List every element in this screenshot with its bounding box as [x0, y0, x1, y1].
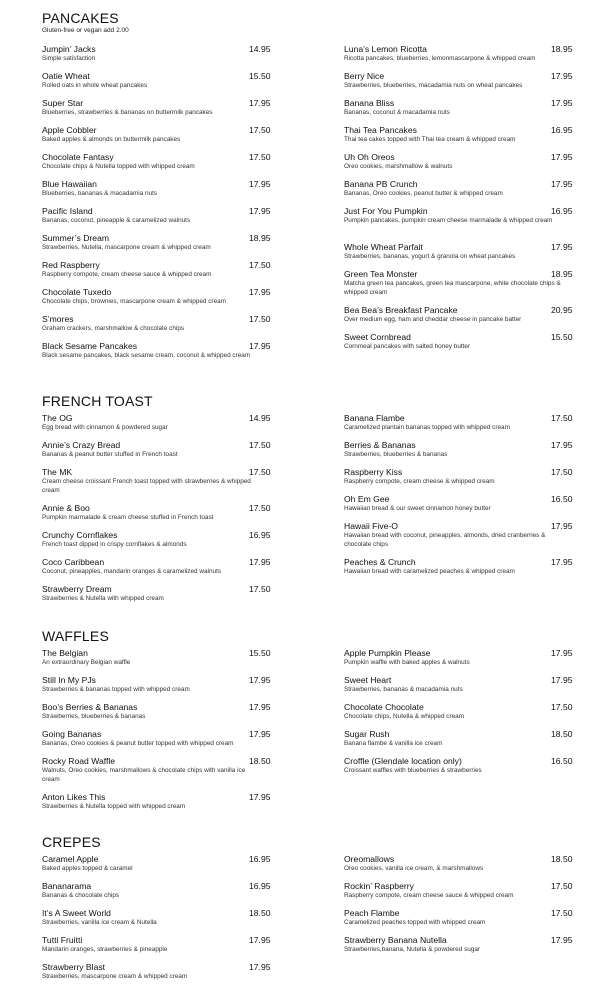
item-price: 17.95	[249, 179, 271, 189]
item-price: 17.95	[551, 935, 573, 945]
item-description: Bananas, coconut, pineapple & caramelized walnuts	[42, 217, 191, 224]
item-price: 17.95	[249, 675, 271, 685]
item-price: 17.95	[249, 557, 271, 567]
item-name: The Belgian	[42, 648, 88, 658]
item-name: Oreomallows	[344, 854, 395, 864]
item-description: Baked apples & almonds on buttermilk pancakes	[42, 136, 181, 143]
item-price: 14.95	[249, 44, 271, 54]
item-name: Chocolate Fantasy	[42, 152, 114, 162]
item-description: Pumpkin pancakes, pumpkin cream cheese marmalade & whipped cream	[344, 217, 553, 224]
item-name: Going Bananas	[42, 729, 102, 739]
item-price: 17.95	[551, 152, 573, 162]
item-description: Strawberries,banana, Nutella & powdered sugar	[344, 946, 481, 953]
item-description: Strawberries, blueberries & bananas	[42, 713, 146, 720]
item-price: 17.50	[551, 702, 573, 712]
item-price: 17.50	[551, 467, 573, 477]
item-name: Raspberry Kiss	[344, 467, 403, 477]
item-price: 17.50	[249, 125, 271, 135]
item-price: 17.95	[551, 242, 573, 252]
item-name: S’mores	[42, 314, 74, 324]
item-price: 16.50	[551, 756, 573, 766]
item-price: 16.50	[551, 494, 573, 504]
item-price: 17.50	[249, 152, 271, 162]
item-price: 17.95	[249, 729, 271, 739]
item-description: Strawberries, blueberries, macadamia nuts on wheat pancakes	[344, 82, 523, 89]
item-price: 17.95	[551, 648, 573, 658]
item-description: Thai tea cakes topped with Thai tea cream & whipped cream	[344, 136, 516, 143]
item-price: 18.95	[551, 269, 573, 279]
item-price: 17.95	[249, 935, 271, 945]
item-price: 14.95	[249, 413, 271, 423]
item-description: Pumpkin waffle with baked apples & walnuts	[344, 659, 470, 666]
item-name: Rockin’ Raspberry	[344, 881, 414, 891]
item-description: Over medium egg, ham and cheddar cheese in pancake batter	[344, 316, 522, 323]
item-description: Rolled oats in whole wheat pancakes	[42, 82, 148, 89]
item-price: 17.95	[551, 557, 573, 567]
item-description: Hawaiian bread & our sweet cinnamon honey butter	[344, 505, 491, 512]
item-description: Raspberry compote, cream cheese & whipped cream	[344, 478, 495, 485]
item-description: Bananas, Oreo cookies & peanut butter topped with whipped cream	[42, 740, 234, 747]
item-description: Oreo cookies, marshmallow & walnuts	[344, 163, 453, 170]
item-name: Caramel Apple	[42, 854, 99, 864]
item-description: An extraordinary Belgian waffle	[42, 659, 131, 666]
item-name: Annie & Boo	[42, 503, 90, 513]
item-name: Sweet Cornbread	[344, 332, 411, 342]
item-price: 15.50	[551, 332, 573, 342]
item-price: 17.95	[551, 440, 573, 450]
item-description: Strawberries, Nutella, mascarpone cream & whipped cream	[42, 244, 211, 251]
item-description: Ricotta pancakes, blueberries, lemonmascarpone & whipped cream	[344, 55, 536, 62]
item-description: Chocolate chips, brownies, mascarpone cream & whipped cream	[42, 298, 226, 305]
item-description: Strawberries, vanilla ice cream & Nutella	[42, 919, 157, 926]
item-description: Bananas, coconut & macadamia nuts	[344, 109, 450, 116]
item-name: Thai Tea Pancakes	[344, 125, 417, 135]
item-description: Strawberries, bananas & macadamia nuts	[344, 686, 463, 693]
item-name: Banana Flambe	[344, 413, 405, 423]
item-name: Apple Pumpkin Please	[344, 648, 431, 658]
item-description: Blueberries, bananas & macadamia nuts	[42, 190, 158, 197]
item-price: 17.50	[249, 467, 271, 477]
item-description: Caramelized peaches topped with whipped cream	[344, 919, 486, 926]
item-price: 17.95	[249, 206, 271, 216]
item-price: 17.95	[249, 98, 271, 108]
item-price: 17.50	[551, 908, 573, 918]
item-description: Graham crackers, marshmallow & chocolate chips	[42, 325, 185, 332]
item-description: Baked apples topped & caramel	[42, 865, 133, 872]
item-description: Croissant waffles with blueberries & strawberries	[344, 767, 482, 774]
item-price: 17.95	[551, 521, 573, 531]
item-name: Rocky Road Waffle	[42, 756, 116, 766]
item-name: Croffle (Glendale location only)	[344, 756, 462, 766]
item-description: Chocolate chips, Nutella & whipped cream	[344, 713, 465, 720]
item-name: Whole Wheat Parfait	[344, 242, 423, 252]
item-description: French toast dipped in crispy cornflakes & almonds	[42, 541, 187, 548]
item-name: Berry Nice	[344, 71, 385, 81]
item-name: Summer’s Dream	[42, 233, 110, 243]
item-name: Chocolate Tuxedo	[42, 287, 112, 297]
item-description: Cornmeal pancakes with salted honey butter	[344, 343, 471, 350]
item-description: Strawberries, blueberries & bananas	[344, 451, 448, 458]
item-price: 18.50	[249, 908, 271, 918]
item-description: Strawberries, bananas, yogurt & granola on wheat pancakes	[344, 253, 516, 260]
item-name: Green Tea Monster	[344, 269, 418, 279]
item-name: Apple Cobbler	[42, 125, 97, 135]
item-price: 16.95	[551, 125, 573, 135]
item-description: Matcha green tea pancakes, green tea mascarpone, white chocolate chips & whipped cream	[344, 280, 561, 296]
item-price: 18.50	[249, 756, 271, 766]
item-name: Oh Em Gee	[344, 494, 390, 504]
item-description: Bananas & chocolate chips	[42, 892, 120, 899]
item-name: Super Star	[42, 98, 84, 108]
item-description: Mandarin oranges, strawberries & pineapple	[42, 946, 168, 953]
section-title: FRENCH TOAST	[42, 393, 153, 409]
item-description: Egg bread with cinnamon & powdered sugar	[42, 424, 168, 431]
item-name: Blue Hawaiian	[42, 179, 97, 189]
item-name: Pacific Island	[42, 206, 93, 216]
item-price: 20.95	[551, 305, 573, 315]
item-name: Banana PB Crunch	[344, 179, 418, 189]
item-price: 17.95	[551, 179, 573, 189]
item-price: 15.50	[249, 71, 271, 81]
item-description: Caramelized plantain bananas topped with whipped cream	[344, 424, 510, 431]
item-price: 17.95	[551, 71, 573, 81]
item-price: 17.95	[249, 792, 271, 802]
section-title: CREPES	[42, 834, 101, 850]
item-name: Annie’s Crazy Bread	[42, 440, 121, 450]
item-price: 17.50	[249, 260, 271, 270]
item-name: Strawberry Banana Nutella	[344, 935, 447, 945]
item-name: The MK	[42, 467, 73, 477]
item-price: 17.95	[551, 98, 573, 108]
item-name: Berries & Bananas	[344, 440, 416, 450]
item-price: 17.95	[249, 702, 271, 712]
item-name: The OG	[42, 413, 73, 423]
item-description: Strawberries & bananas topped with whipped cream	[42, 686, 190, 693]
item-description: Black sesame pancakes, black sesame cream, coconut & whipped cream	[42, 352, 251, 359]
item-name: Strawberry Dream	[42, 584, 112, 594]
item-description: Strawberries, mascarpone cream & whipped cream	[42, 973, 188, 980]
item-price: 17.50	[551, 881, 573, 891]
item-name: Sugar Rush	[344, 729, 390, 739]
item-description: Pumpkin marmalade & cream cheese stuffed in French toast	[42, 514, 214, 521]
item-description: Simple satisfaction	[42, 55, 96, 62]
item-name: Red Raspberry	[42, 260, 100, 270]
item-name: Crunchy Cornflakes	[42, 530, 118, 540]
item-name: Oatie Wheat	[42, 71, 90, 81]
item-price: 17.50	[249, 584, 271, 594]
item-price: 17.95	[249, 962, 271, 972]
item-price: 17.95	[249, 341, 271, 351]
item-name: Banana Bliss	[344, 98, 395, 108]
item-description: Bananas & peanut butter stuffed in French toast	[42, 451, 178, 458]
item-description: Banana flambe & vanilla ice cream	[344, 740, 443, 747]
item-price: 18.95	[551, 44, 573, 54]
item-price: 17.50	[249, 314, 271, 324]
item-name: Tutti Fruitti	[42, 935, 83, 945]
item-description: Chocolate chips & Nutella topped with whipped cream	[42, 163, 195, 170]
item-name: Bananarama	[42, 881, 92, 891]
item-name: Coco Caribbean	[42, 557, 105, 567]
item-price: 18.50	[551, 854, 573, 864]
item-description: Strawberries & Nutella with whipped cream	[42, 595, 164, 602]
item-price: 16.95	[551, 206, 573, 216]
item-description: Hawaiian bread with caramelized peaches & whipped cream	[344, 568, 515, 575]
item-name: Strawberry Blast	[42, 962, 106, 972]
section-title: PANCAKES	[42, 10, 119, 26]
item-name: Uh Oh Oreos	[344, 152, 395, 162]
item-price: 17.50	[249, 503, 271, 513]
item-price: 18.50	[551, 729, 573, 739]
item-name: Still In My PJs	[42, 675, 96, 685]
item-name: Anton Likes This	[42, 792, 106, 802]
item-price: 16.95	[249, 854, 271, 864]
item-price: 18.95	[249, 233, 271, 243]
item-description: Oreo cookies, vanilla ice cream, & marshmallows	[344, 865, 484, 872]
item-name: Jumpin’ Jacks	[42, 44, 96, 54]
item-price: 17.50	[249, 440, 271, 450]
item-description: Raspberry compote, cream cheese sauce & whipped cream	[344, 892, 514, 899]
section-title: WAFFLES	[42, 628, 109, 644]
item-price: 17.50	[551, 413, 573, 423]
item-description: Coconut, pineapples, mandarin oranges & caramelized walnuts	[42, 568, 222, 575]
item-name: Sweet Heart	[344, 675, 392, 685]
item-name: Black Sesame Pancakes	[42, 341, 138, 351]
item-price: 16.95	[249, 881, 271, 891]
item-description: Walnuts, Oreo cookies, marshmallows & chocolate chips with vanilla ice cream	[42, 767, 246, 783]
item-description: Strawberries & Nutella topped with whipped cream	[42, 803, 186, 810]
section-note: Gluten-free or vegan add 2.00	[42, 27, 129, 34]
item-name: Boo’s Berries & Bananas	[42, 702, 138, 712]
item-name: Just For You Pumpkin	[344, 206, 428, 216]
item-name: Peach Flambe	[344, 908, 400, 918]
item-name: Chocolate Chocolate	[344, 702, 424, 712]
item-description: Raspberry compote, cream cheese sauce & whipped cream	[42, 271, 212, 278]
item-name: It’s A Sweet World	[42, 908, 111, 918]
item-name: Bea Bea’s Breakfast Pancake	[344, 305, 458, 315]
item-price: 15.50	[249, 648, 271, 658]
item-description: Bananas, Oreo cookies, peanut butter & whipped cream	[344, 190, 503, 197]
item-name: Peaches & Crunch	[344, 557, 416, 567]
item-name: Hawaii Five-O	[344, 521, 398, 531]
item-price: 16.95	[249, 530, 271, 540]
item-price: 17.95	[551, 675, 573, 685]
item-description: Cream cheese croissant French toast topped with strawberries & whipped cream	[42, 478, 251, 494]
item-price: 17.95	[249, 287, 271, 297]
item-description: Hawaiian bread with coconut, pineapples, almonds, dried cranberries & chocolate chips	[344, 532, 546, 548]
item-description: Blueberries, strawberries & bananas on buttermilk pancakes	[42, 109, 213, 116]
item-name: Luna’s Lemon Ricotta	[344, 44, 427, 54]
